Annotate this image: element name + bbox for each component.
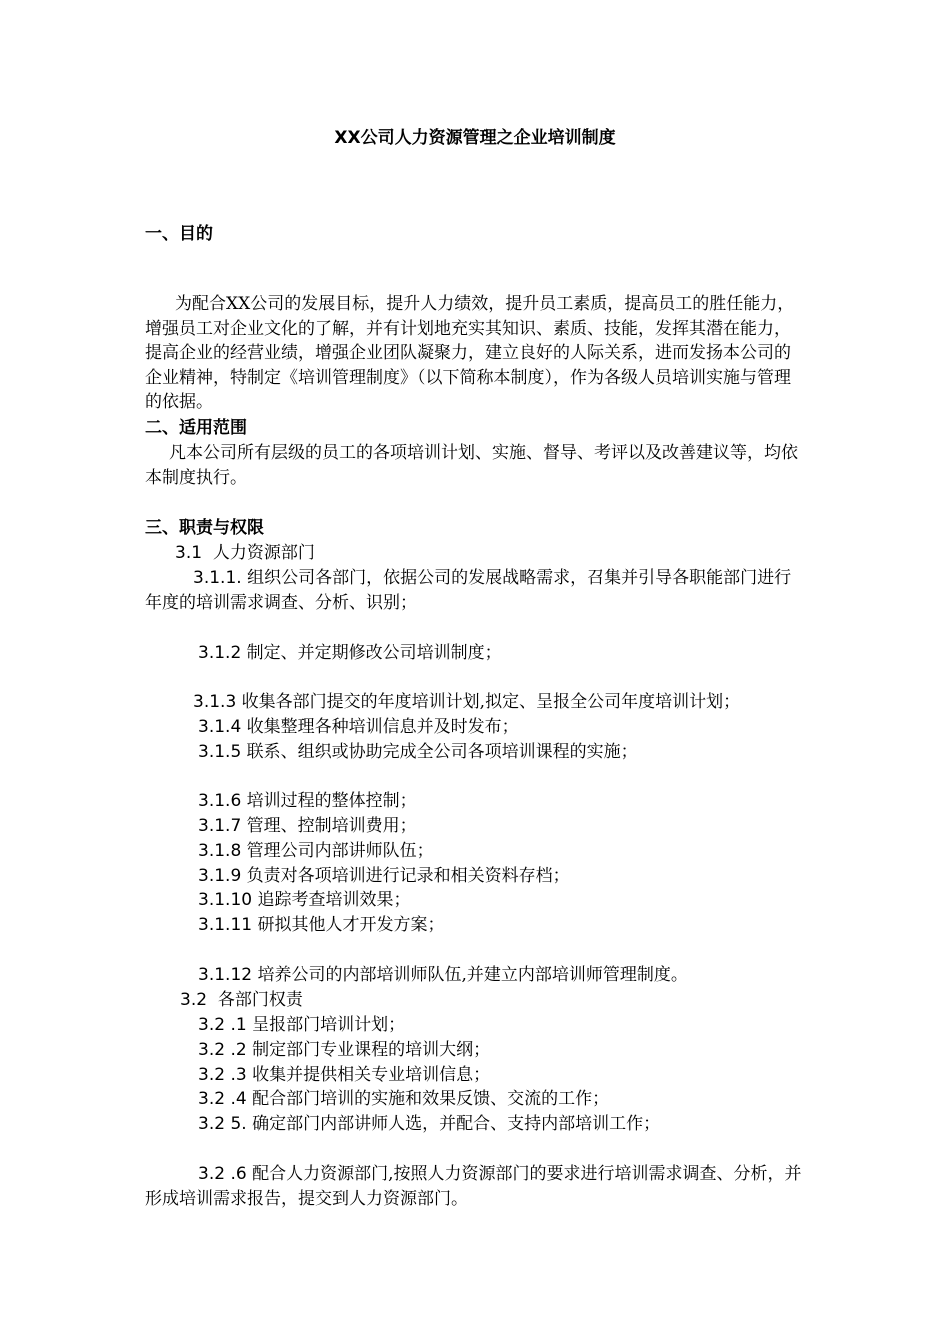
clause-number: 3.1.10 bbox=[198, 890, 253, 910]
clause-number: 3.1.12 bbox=[198, 965, 253, 985]
clause-3-1-4 bbox=[198, 715, 863, 740]
clause-text: 收集整理各种培训信息并及时发布； bbox=[246, 717, 519, 737]
clause-3-1-5 bbox=[198, 740, 863, 765]
clause-number: 3.1.4 bbox=[198, 717, 242, 737]
page-title: XX公司人力资源管理之企业培训制度 bbox=[334, 128, 616, 148]
clause-text: 呈报部门培训计划； bbox=[252, 1015, 406, 1035]
clause-text: 研拟其他人才开发方案； bbox=[257, 915, 445, 935]
clause-3-1-2 bbox=[198, 641, 863, 666]
purpose-paragraph: 为配合XX公司的发展目标，提升人力绩效，提升员工素质，提高员工的胜任能力，增强员工对企业文化的了解，并有计划地充实其知识、素质、技能，发挥其潜在能力，提高企业的经营业绩，增强企业团队凝聚力，建立良好的人际关系，进而发扬本公司的企业精神，特制定《培训管理制度》（以下简称本制度），作为各级人员培训实施与管理的依据。 bbox=[145, 294, 795, 412]
clause-text: 培养公司的内部培训师队伍,并建立内部培训师管理制度。 bbox=[257, 965, 688, 985]
clause-3-2-6 bbox=[145, 1162, 805, 1211]
clause-number: 3.1.9 bbox=[198, 866, 242, 886]
clause-text: 收集并提供相关专业培训信息； bbox=[252, 1065, 491, 1085]
clause-text: 配合人力资源部门,按照人力资源部门的要求进行培训需求调查、分析，并形成培训需求报告，提交到人力资源部门。 bbox=[145, 1164, 802, 1209]
clause-3-1-1 bbox=[145, 566, 805, 615]
clause-3-1-7 bbox=[198, 814, 863, 839]
clause-text: 组织公司各部门，依据公司的发展战略需求，召集并引导各职能部门进行年度的培训需求调查、分析、识别； bbox=[145, 568, 792, 613]
clause-text: 联系、组织或协助完成全公司各项培训课程的实施； bbox=[246, 742, 638, 762]
scope-paragraph: 凡本公司所有层级的员工的各项培训计划、实施、督导、考评以及改善建议等，均依本制度执行。 bbox=[145, 443, 798, 488]
clause-number: 3.2 .2 bbox=[198, 1040, 247, 1060]
clause-number: 3.1.6 bbox=[198, 791, 242, 811]
clause-text: 确定部门内部讲师人选，并配合、支持内部培训工作； bbox=[252, 1114, 661, 1134]
clause-3-2-2 bbox=[198, 1038, 863, 1063]
section-heading-duties: 三、职责与权限 bbox=[145, 518, 264, 538]
clause-3-2-4 bbox=[198, 1087, 863, 1112]
clause-number: 3.1.11 bbox=[198, 915, 253, 935]
clause-number: 3.2 5. bbox=[198, 1114, 247, 1134]
clause-3-1-3 bbox=[193, 690, 858, 715]
subsection-number: 3.1 bbox=[175, 543, 203, 563]
clause-3-2-3 bbox=[198, 1063, 863, 1088]
clause-3-1-12 bbox=[198, 963, 863, 988]
subsection-label: 各部门权责 bbox=[217, 990, 303, 1010]
clause-number: 3.1.5 bbox=[198, 742, 242, 762]
subsection-number: 3.2 bbox=[180, 990, 208, 1010]
clause-text: 管理、控制培训费用； bbox=[246, 816, 417, 836]
clause-text: 负责对各项培训进行记录和相关资料存档； bbox=[246, 866, 570, 886]
clause-3-2-1 bbox=[198, 1013, 863, 1038]
clause-text: 制定、并定期修改公司培训制度； bbox=[246, 643, 502, 663]
subsection-label: 人力资源部门 bbox=[212, 543, 315, 563]
subsection-dept-heading bbox=[180, 988, 845, 1013]
clause-text: 追踪考查培训效果； bbox=[257, 890, 411, 910]
clause-number: 3.2 .1 bbox=[198, 1015, 247, 1035]
clause-3-1-9 bbox=[198, 864, 863, 889]
clause-text: 收集各部门提交的年度培训计划,拟定、呈报全公司年度培训计划； bbox=[241, 692, 741, 712]
clause-number: 3.2 .6 bbox=[198, 1164, 247, 1184]
clause-text: 管理公司内部讲师队伍； bbox=[246, 841, 434, 861]
clause-number: 3.1.3 bbox=[193, 692, 237, 712]
clause-3-2-5 bbox=[198, 1112, 863, 1137]
clause-number: 3.1.7 bbox=[198, 816, 242, 836]
clause-number: 3.1.2 bbox=[198, 643, 242, 663]
clause-text: 制定部门专业课程的培训大纲； bbox=[252, 1040, 491, 1060]
clause-3-1-8 bbox=[198, 839, 863, 864]
clause-text: 配合部门培训的实施和效果反馈、交流的工作； bbox=[252, 1089, 610, 1109]
clause-text: 培训过程的整体控制； bbox=[246, 791, 417, 811]
clause-number: 3.2 .3 bbox=[198, 1065, 247, 1085]
clause-3-1-6 bbox=[198, 789, 863, 814]
clause-3-1-10 bbox=[198, 888, 863, 913]
section-heading-purpose: 一、目的 bbox=[145, 224, 213, 244]
clause-3-1-11 bbox=[198, 913, 863, 938]
subsection-hr-heading bbox=[175, 541, 840, 566]
clause-number: 3.1.1. bbox=[193, 568, 242, 588]
clause-number: 3.2 .4 bbox=[198, 1089, 247, 1109]
clause-number: 3.1.8 bbox=[198, 841, 242, 861]
section-heading-scope: 二、适用范围 bbox=[145, 418, 247, 438]
